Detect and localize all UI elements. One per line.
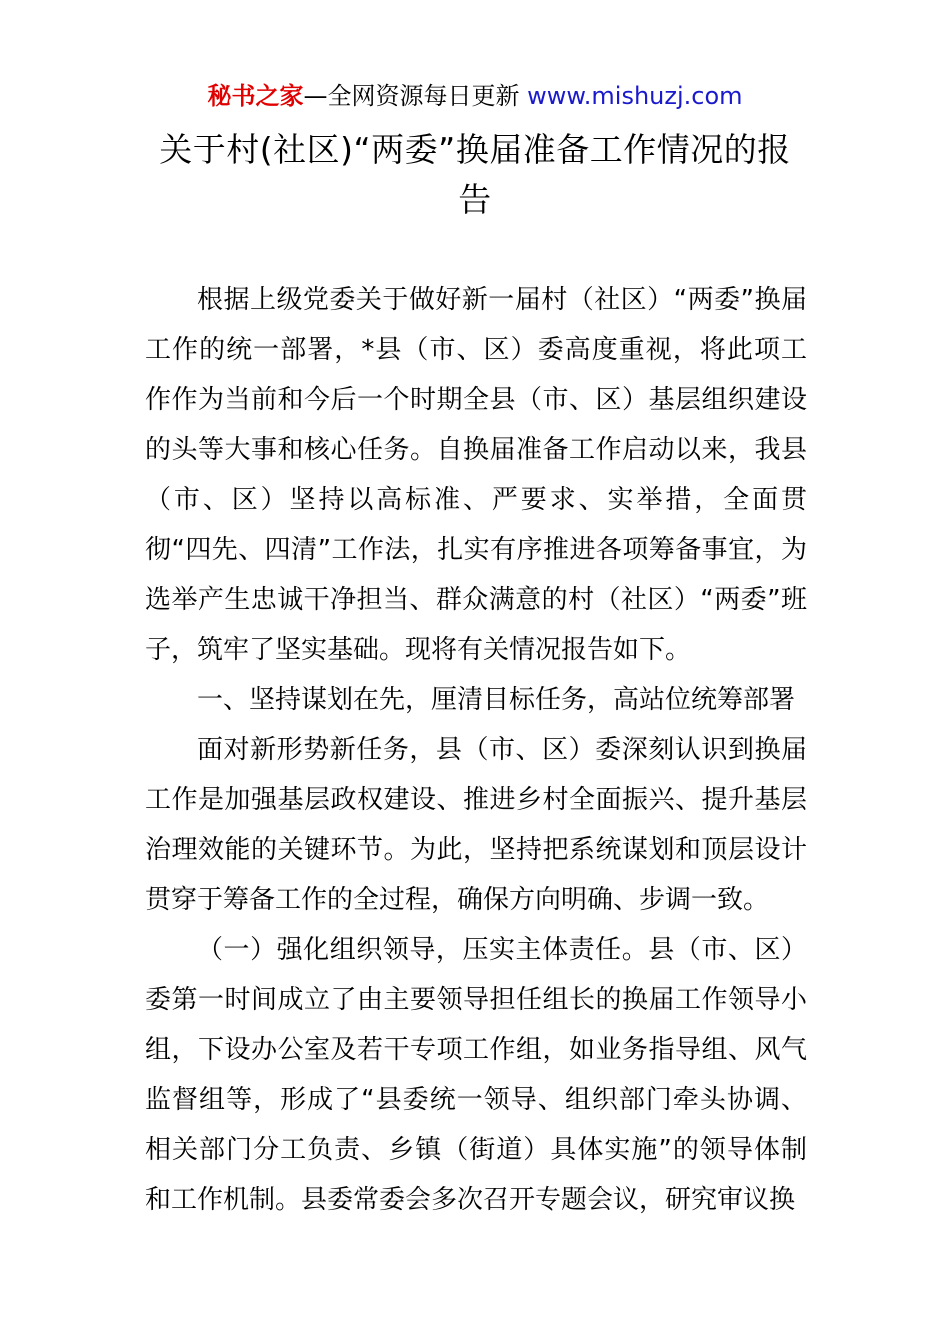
site-header <box>0 80 950 112</box>
section-heading-1: 一、坚持谋划在先，厘清目标任务，高站位统筹部署 <box>197 685 796 715</box>
document-body <box>145 275 807 1225</box>
document-title: 关于村(社区)“两委”换届准备工作情况的报告 <box>159 130 791 219</box>
site-tagline: —全网资源每日更新 <box>303 82 528 110</box>
paragraph-section-1: 面对新形势新任务，县（市、区）委深刻认识到换届工作是加强基层政权建设、推进乡村全面振兴、提升基层治理效能的关键环节。为此，坚持把系统谋划和顶层设计贯穿于筹备工作的全过程，确保方向明确、步调一致。 <box>145 735 807 915</box>
site-url-link[interactable]: www.mishuzj.com <box>527 82 743 110</box>
site-brand: 秘书之家 <box>207 82 304 110</box>
paragraph-intro: 根据上级党委关于做好新一届村（社区）“两委”换届工作的统一部署，*县（市、区）委高度重视，将此项工作作为当前和今后一个时期全县（市、区）基层组织建设的头等大事和核心任务。自换届准备工作启动以来，我县（市、区）坚持以高标准、严要求、实举措，全面贯彻“四先、四清”工作法，扎实有序推进各项筹备事宜，为选举产生忠诚干净担当、群众满意的村（社区）“两委”班子，筑牢了坚实基础。现将有关情况报告如下。 <box>145 285 807 665</box>
paragraph-subsection-1: （一）强化组织领导，压实主体责任。县（市、区）委第一时间成立了由主要领导担任组长的换届工作领导小组，下设办公室及若干专项工作组，如业务指导组、风气监督组等，形成了“县委统一领导、组织部门牵头协调、相关部门分工负责、乡镇（街道）具体实施”的领导体制和工作机制。县委常委会多次召开专题会议，研究审议换 <box>145 935 807 1215</box>
